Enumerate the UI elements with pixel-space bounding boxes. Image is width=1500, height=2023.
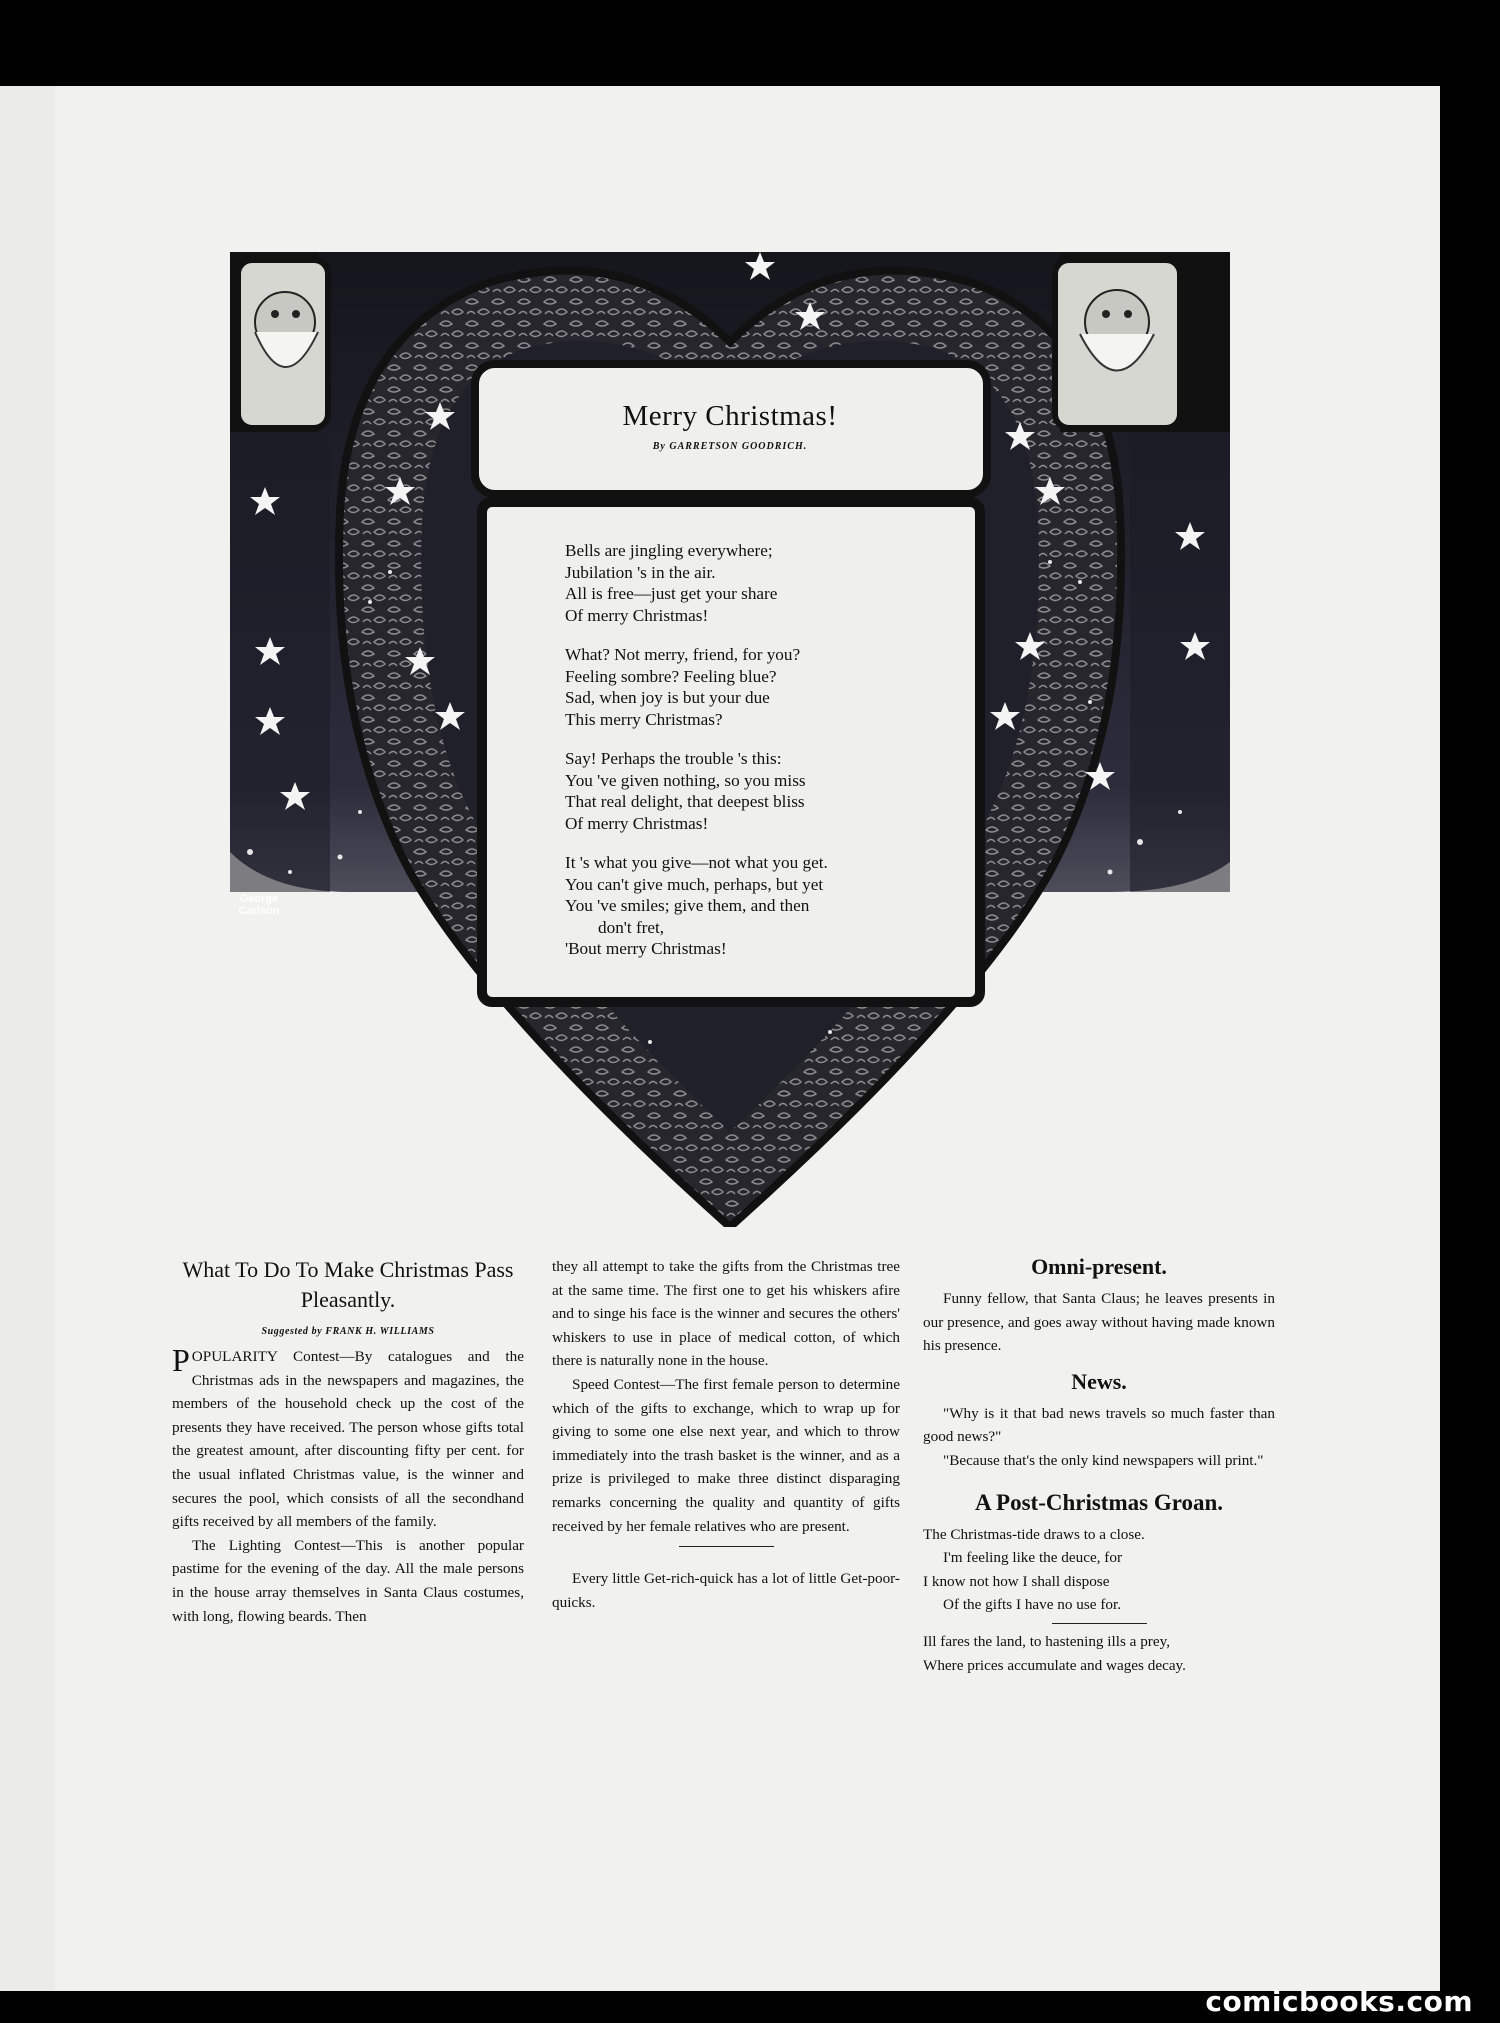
poem-body [565, 540, 905, 978]
couplet-line: Ill fares the land, to hastening ills a prey, [923, 1632, 1171, 1650]
article-credit: Suggested by FRANK H. WILLIAMS [261, 1326, 435, 1337]
santa-face-icon [230, 252, 328, 432]
omni-text: Funny fellow, that Santa Claus; he leaves presents in our presence, and goes away without having made known his presence. [923, 1290, 1275, 1355]
article-title: What To Do To Make Christmas Pass Pleasantly. [182, 1257, 514, 1312]
article-paragraph: Speed Contest—The first female person to determine which of the gifts to exchange, which to wrap up for giving to some one else next year, and which to throw immediately into the trash basket is the winner, and as a prize is privileged to make three distinct disparaging remarks concerning the quality and quantity of gifts received by her female relatives who are present. [552, 1375, 900, 1535]
column-3 [923, 1255, 1275, 1677]
poem-stanza: What? Not merry, friend, for you? Feeling sombre? Feeling blue? Sad, when joy is but your due This merry Christmas? [565, 645, 801, 729]
couplet-line: Where prices accumulate and wages decay. [923, 1656, 1186, 1674]
article-paragraph: they all attempt to take the gifts from the Christmas tree at the same time. The first one to get his whiskers afire and to singe his face is the winner and secures the others' whiskers to use in place of medical cotton, of which there is naturally none in the house. [552, 1258, 900, 1370]
column-2 [552, 1255, 900, 1614]
poem-stanza: Bells are jingling everywhere; Jubilation 's in the air. All is free—just get your share Of merry Christmas! [565, 541, 778, 625]
omni-title: Omni-present. [1031, 1254, 1167, 1279]
article-paragraph: POPULARITY Contest—By catalogues and the Christmas ads in the newspapers and magazines, the members of the household check up the cost of the presents they have received. The person whose gifts total the greatest amount, after discounting fifty per cent. for the usual inflated Christmas value, is the winner and secures the pool, which consists of all the secondhand gifts received by all members of the family. [172, 1342, 524, 1531]
news-answer: "Because that's the only kind newspapers will print." [943, 1451, 1264, 1469]
divider-rule [1052, 1623, 1147, 1624]
groan-verse: The Christmas-tide draws to a close. I'm feeling like the deuce, for I know not how I shall dispose Of the gifts I have no use for. [923, 1525, 1145, 1614]
article-paragraph: The Lighting Contest—This is another popular pastime for the evening of the day. All the male persons in the house array themselves in Santa Claus costumes, with long, flowing beards. Then [172, 1536, 524, 1625]
poem-stanza: It 's what you give—not what you get. You can't give much, perhaps, but yet You 've smiles; give them, and then don't fret, 'Bout merry Christmas! [565, 853, 828, 958]
artist-credit: George Carlson [238, 893, 280, 917]
santa-face-icon [1055, 252, 1230, 432]
news-title: News. [1071, 1368, 1127, 1394]
drop-cap: P [172, 1342, 190, 1378]
filler-quip: Every little Get-rich-quick has a lot of little Get-poor-quicks. [552, 1570, 900, 1611]
column-1 [172, 1255, 524, 1628]
news-question: "Why is it that bad news travels so much faster than good news?" [923, 1404, 1275, 1446]
site-watermark: comicbooks.com [1205, 1985, 1473, 2018]
previous-page-edge [0, 86, 55, 1991]
poem-stanza: Say! Perhaps the trouble 's this: You 've given nothing, so you miss That real delight, that deepest bliss Of merry Christmas! [565, 749, 806, 833]
divider-rule [679, 1546, 774, 1547]
poem-title: Merry Christmas! [622, 400, 838, 432]
groan-title: A Post-Christmas Groan. [974, 1489, 1224, 1515]
poem-byline: By GARRETSON GOODRICH. [652, 441, 808, 452]
poem-heading [480, 370, 980, 485]
